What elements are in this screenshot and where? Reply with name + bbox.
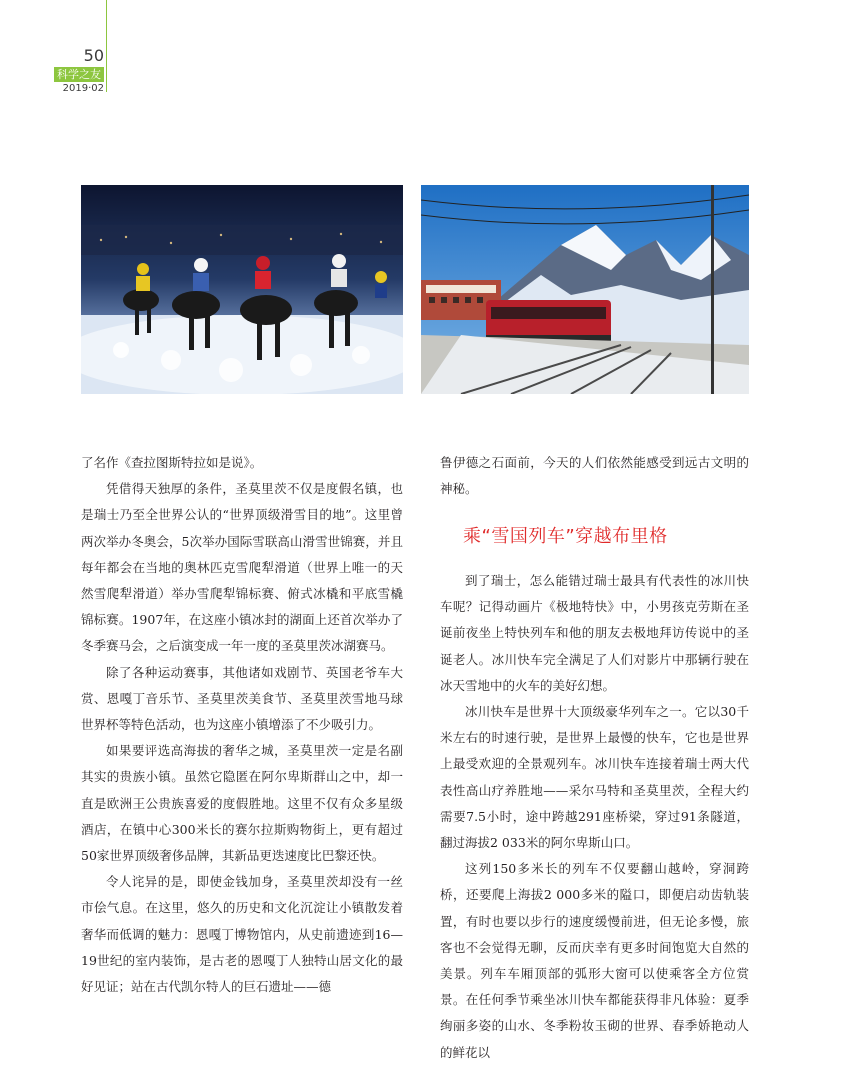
paragraph: 鲁伊德之石面前，今天的人们依然能感受到远古文明的神秘。 [440, 455, 749, 497]
right-column-continuation [440, 450, 749, 502]
right-column [440, 568, 749, 1066]
header-rule [106, 0, 107, 92]
paragraph: 如果要评选高海拔的奢华之城，圣莫里茨一定是名副其实的贵族小镇。虽然它隐匿在阿尔卑斯群山之中，却一直是欧洲王公贵族喜爱的度假胜地。这里不仅有众多星级酒店，在镇中心300米长的赛尔拉斯购物街上，更有超过50家世界顶级奢侈品牌，其新品更迭速度比巴黎还快。 [81, 743, 403, 864]
issue-date: 2019·02 [62, 83, 104, 94]
paragraph: 凭借得天独厚的条件，圣莫里茨不仅是度假名镇，也是瑞士乃至全世界公认的“世界顶级滑雪目的地”。这里曾两次举办冬奥会，5次举办国际雪联高山滑雪世锦赛，并且每年都会在当地的奥林匹克雪爬犁滑道（世界上唯一的天然雪爬犁滑道）举办雪爬犁锦标赛、俯式冰橇和平底雪橇锦标赛。1907年，在这座小镇冰封的湖面上还首次举办了冬季赛马会，之后演变成一年一度的圣莫里茨冰湖赛马。 [81, 481, 403, 654]
paragraph: 冰川快车是世界十大顶级豪华列车之一。它以30千米左右的时速行驶，是世界上最慢的快车，它也是世界上最受欢迎的全景观列车。冰川快车连接着瑞士两大代表性高山疗养胜地——采尔马特和圣莫里茨，全程大约需要7.5小时，途中跨越291座桥梁，穿过91条隧道，翻过海拔2 033米的阿尔卑斯山口。 [440, 704, 749, 851]
section-title: 乘“雪国列车”穿越布里格 [463, 526, 668, 547]
left-column [81, 450, 403, 1000]
photo-glacier-express [421, 185, 749, 394]
paragraph: 了名作《查拉图斯特拉如是说》。 [81, 455, 263, 470]
paragraph: 到了瑞士，怎么能错过瑞士最具有代表性的冰川快车呢？记得动画片《极地特快》中，小男孩克劳斯在圣诞前夜坐上特快列车和他的朋友去极地拜访传说中的圣诞老人。冰川快车完全满足了人们对影片中那辆行驶在冰天雪地中的火车的美好幻想。 [440, 573, 749, 693]
paragraph: 除了各种运动赛事，其他诸如戏剧节、英国老爷车大赏、恩嘎丁音乐节、圣莫里茨美食节、圣莫里茨雪地马球世界杯等特色活动，也为这座小镇增添了不少吸引力。 [81, 664, 403, 733]
paragraph: 这列150多米长的列车不仅要翻山越岭，穿洞跨桥，还要爬上海拔2 000多米的隘口，即便启动齿轨装置，有时也要以步行的速度缓慢前进，但无论多慢，旅客也不会觉得无聊，反而庆幸有更多时间饱览大自然的美景。列车车厢顶部的弧形大窗可以使乘客全方位赏景。在任何季节乘坐冰川快车都能获得非凡体验：夏季绚丽多姿的山水、冬季粉妆玉砌的世界、春季娇艳动人的鲜花以 [440, 861, 749, 1060]
magazine-name-badge: 科学之友 [54, 67, 104, 82]
paragraph: 令人诧异的是，即使金钱加身，圣莫里茨却没有一丝市侩气息。在这里，悠久的历史和文化沉淀让小镇散发着奢华而低调的魅力：恩嘎丁博物馆内，从史前遗迹到16—19世纪的室内装饰，是古老的恩嘎丁人独特山居文化的最好见证；站在古代凯尔特人的巨石遗址——德 [81, 874, 403, 995]
photo-horse-race [81, 185, 403, 394]
page-number: 50 [83, 46, 104, 65]
